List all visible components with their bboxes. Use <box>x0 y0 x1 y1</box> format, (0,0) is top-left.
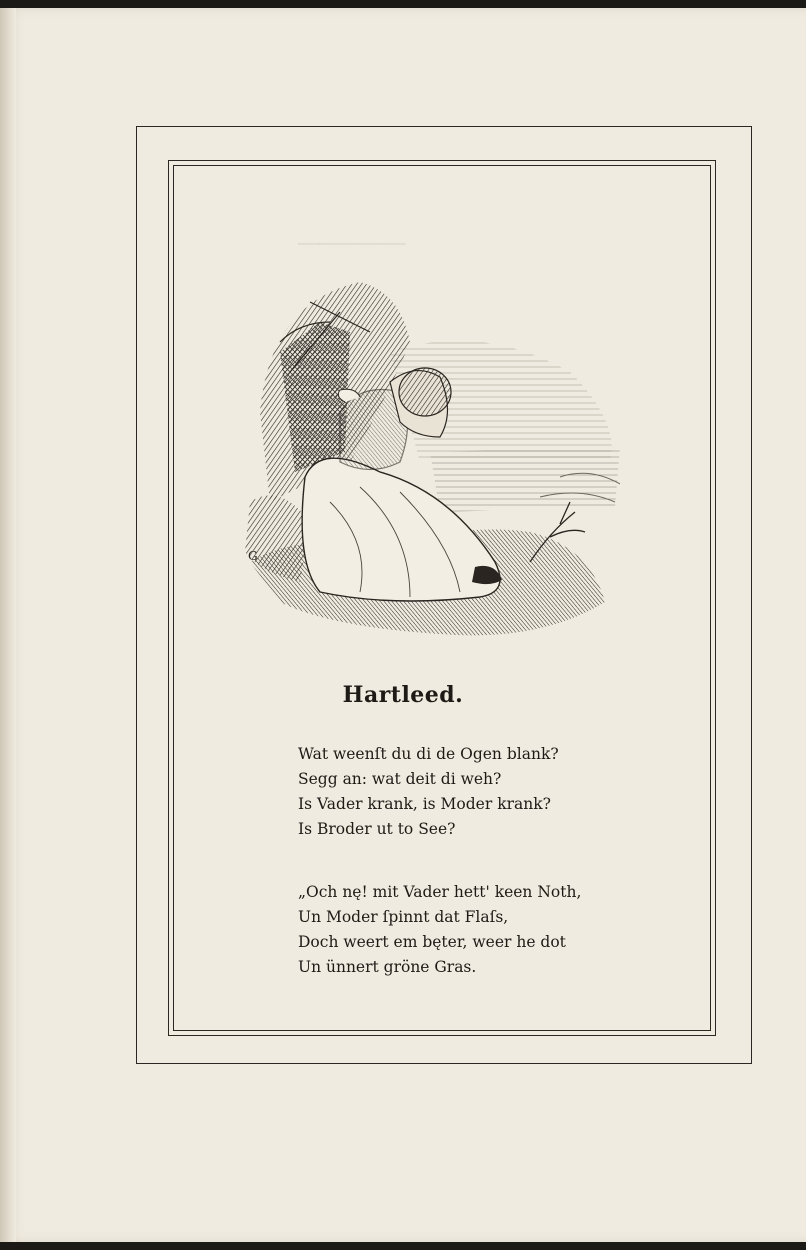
verse-line: Is Vader krank, is Moder krank? <box>298 795 551 813</box>
stanza-2 <box>298 880 581 980</box>
stanza-1 <box>298 742 559 842</box>
verse-line: Doch weert em bęter, weer he dot <box>298 933 566 951</box>
svg-text:G: G <box>248 549 258 563</box>
sea-shading <box>430 447 620 512</box>
figure-head <box>399 368 451 416</box>
verse-line: Wat weenſt du di de Ogen blank? <box>298 745 559 763</box>
verse-line: Is Broder ut to See? <box>298 820 456 838</box>
verse-line: „Och nę! mit Vader hett' keen Noth, <box>298 883 582 901</box>
page-binding-edge <box>0 8 16 1242</box>
verse-line: Un Moder ſpinnt dat Flaſs, <box>298 908 509 926</box>
poem-title: Hartleed. <box>342 682 464 708</box>
engraving-illustration <box>240 262 620 642</box>
verse-line: Segg an: wat deit di weh? <box>298 770 502 788</box>
verse-line: Un ünnert gröne Gras. <box>298 958 477 976</box>
bleed-through-text: ▔▔▔▔▔▔▔▔▔▔ <box>298 244 406 260</box>
